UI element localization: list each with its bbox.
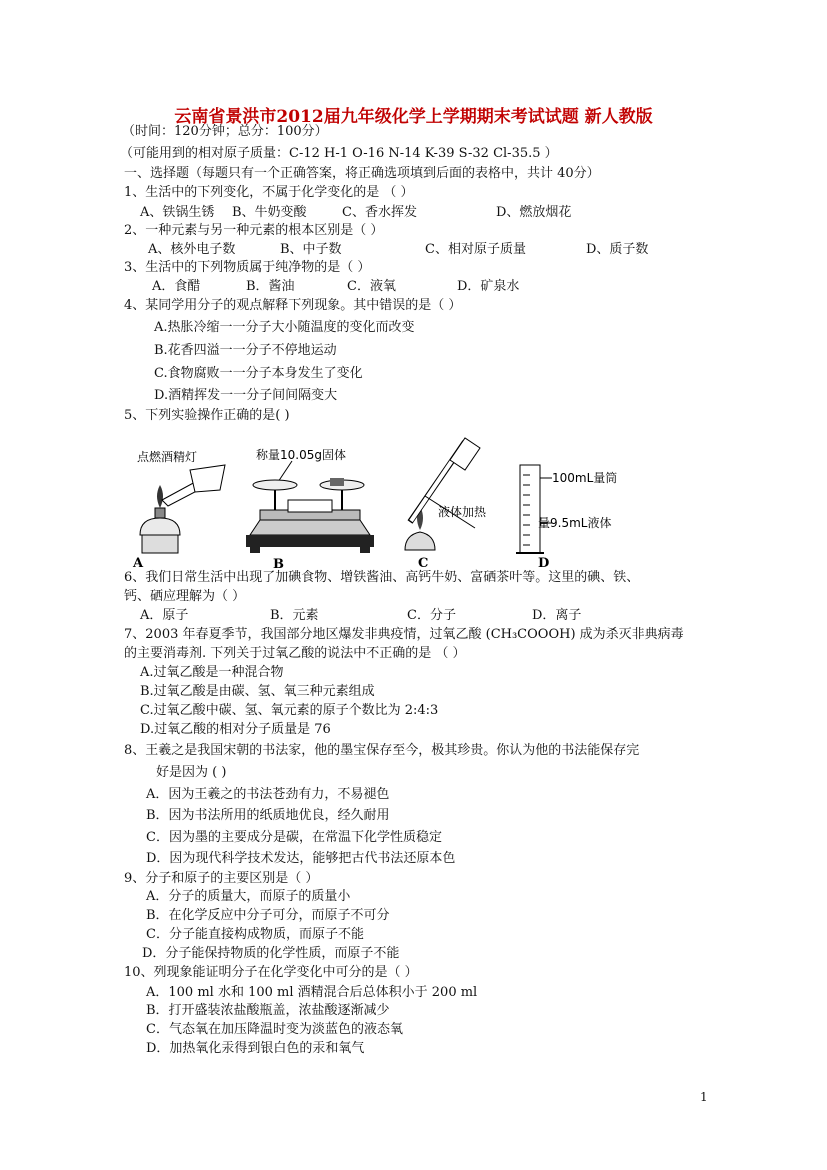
question-8-stem-2: 好是因为 ( ) (156, 765, 227, 780)
figure-c-heating (405, 438, 487, 570)
question-6-stem-2: 钙、硒应理解为（ ） (124, 589, 246, 604)
q10-option-b: B．打开盛装浓盐酸瓶盖，浓盐酸逐渐减少 (146, 1003, 390, 1018)
q8-option-c: C．因为墨的主要成分是碳，在常温下化学性质稳定 (146, 830, 442, 845)
exam-info-time: （时间：120分钟；总分：100分） (122, 124, 328, 139)
question-10-stem: 10、列现象能证明分子在化学变化中可分的是（ ） (124, 965, 418, 980)
q4-option-d: D.酒精挥发一一分子间间隔变大 (154, 388, 338, 403)
q1-option-c: C、香水挥发 (342, 205, 417, 220)
q9-option-a: A．分子的质量大，而原子的质量小 (146, 889, 351, 904)
figure-label-measure-liquid: 量9.5mL液体 (538, 516, 612, 530)
q3-option-a: A．食醋 (152, 279, 201, 294)
figure-label-light-lamp: 点燃酒精灯 (137, 450, 198, 464)
figure-label-cylinder: 100mL量筒 (552, 471, 618, 485)
q4-option-a: A.热胀冷缩一一分子大小随温度的变化而改变 (154, 320, 415, 335)
figure-d-cylinder (516, 465, 617, 570)
q10-option-a: A．100 ml 水和 100 ml 酒精混合后总体积小于 200 ml (146, 985, 478, 1000)
section-heading: 一、选择题（每题只有一个正确答案，将正确选项填到后面的表格中，共计 40分） (124, 166, 600, 181)
q10-option-d: D．加热氧化汞得到银白色的汞和氧气 (146, 1041, 365, 1056)
q1-option-a: A、铁锅生锈 (140, 205, 215, 220)
page-number: 1 (700, 1090, 708, 1104)
q2-option-a: A、核外电子数 (148, 242, 236, 257)
q3-option-d: D．矿泉水 (457, 279, 520, 294)
question-4-stem: 4、某同学用分子的观点解释下列现象。其中错误的是（ ） (124, 298, 462, 313)
q8-option-b: B．因为书法所用的纸质地优良，经久耐用 (146, 808, 390, 823)
question-9-stem: 9、分子和原子的主要区别是（ ） (124, 871, 319, 886)
q1-option-b: B、牛奶变酸 (232, 205, 307, 220)
q6-option-c: C．分子 (407, 608, 456, 623)
figure-letter-d: D (538, 556, 550, 570)
q2-option-d: D、质子数 (586, 242, 649, 257)
question-1-stem: 1、生活中的下列变化，不属于化学变化的是 （ ） (124, 185, 414, 200)
question-8-stem-1: 8、王羲之是我国宋朝的书法家，他的墨宝保存至今，极其珍贵。你认为他的书法能保存完 (124, 743, 640, 758)
q6-option-b: B．元素 (270, 608, 319, 623)
q6-option-d: D．离子 (532, 608, 582, 623)
q9-option-b: B．在化学反应中分子可分，而原子不可分 (146, 908, 390, 923)
q7-option-b: B.过氧乙酸是由碳、氢、氧三种元素组成 (140, 684, 375, 699)
q3-option-c: C．液氧 (347, 279, 396, 294)
q9-option-c: C．分子能直接构成物质，而原子不能 (146, 927, 364, 942)
figure-letter-c: C (418, 556, 429, 570)
question-5-stem: 5、下列实验操作正确的是( ) (124, 408, 290, 423)
figure-b-balance (246, 447, 374, 570)
figure-label-heat-liquid: 液体加热 (438, 505, 487, 519)
figure-letter-a: A (133, 556, 144, 570)
q8-option-a: A．因为王羲之的书法苍劲有力，不易褪色 (146, 787, 390, 802)
experiment-figure (120, 430, 720, 570)
q2-option-b: B、中子数 (280, 242, 342, 257)
q6-option-a: A．原子 (140, 608, 189, 623)
q8-option-d: D．因为现代科学技术发达，能够把古代书法还原本色 (146, 851, 456, 866)
question-6-stem-1: 6、我们日常生活中出现了加碘食物、增铁酱油、高钙牛奶、富硒茶叶等。这里的碘、铁、 (124, 570, 640, 585)
q9-option-d: D．分子能保持物质的化学性质，而原子不能 (142, 946, 400, 961)
q7-option-a: A.过氧乙酸是一种混合物 (140, 665, 284, 680)
figure-label-weigh-solid: 称量10.05g固体 (256, 448, 346, 462)
q7-option-d: D.过氧乙酸的相对分子质量是 76 (140, 722, 331, 737)
question-3-stem: 3、生活中的下列物质属于纯净物的是（ ） (124, 260, 371, 275)
figure-letter-b: B (273, 557, 284, 570)
q10-option-c: C．气态氧在加压降温时变为淡蓝色的液态氧 (146, 1022, 403, 1037)
figure-a-alcohol-lamp (132, 449, 225, 570)
question-2-stem: 2、一种元素与另一种元素的根本区别是（ ） (124, 223, 384, 238)
q7-option-c: C.过氧乙酸中碳、氢、氧元素的原子个数比为 2:4:3 (140, 703, 439, 718)
question-7-stem-1: 7、2003 年春夏季节，我国部分地区爆发非典疫情，过氧乙酸 (CH₃COOOH) 成为杀灭非典病毒 (124, 627, 684, 642)
exam-info-atomic-mass: （可能用到的相对原子质量：C-12 H-1 O-16 N-14 K-39 S-32 Cl-35.5 ） (120, 146, 558, 161)
q4-option-c: C.食物腐败一一分子本身发生了变化 (154, 366, 363, 381)
q4-option-b: B.花香四溢一一分子不停地运动 (154, 343, 337, 358)
document-title: 云南省景洪市2012届九年级化学上学期期末考试试题 新人教版 (174, 107, 653, 127)
q3-option-b: B．酱油 (246, 279, 295, 294)
question-7-stem-2: 的主要消毒剂. 下列关于过氧乙酸的说法中不正确的是 （ ） (124, 646, 466, 661)
q1-option-d: D、燃放烟花 (496, 205, 572, 220)
q2-option-c: C、相对原子质量 (425, 242, 526, 257)
